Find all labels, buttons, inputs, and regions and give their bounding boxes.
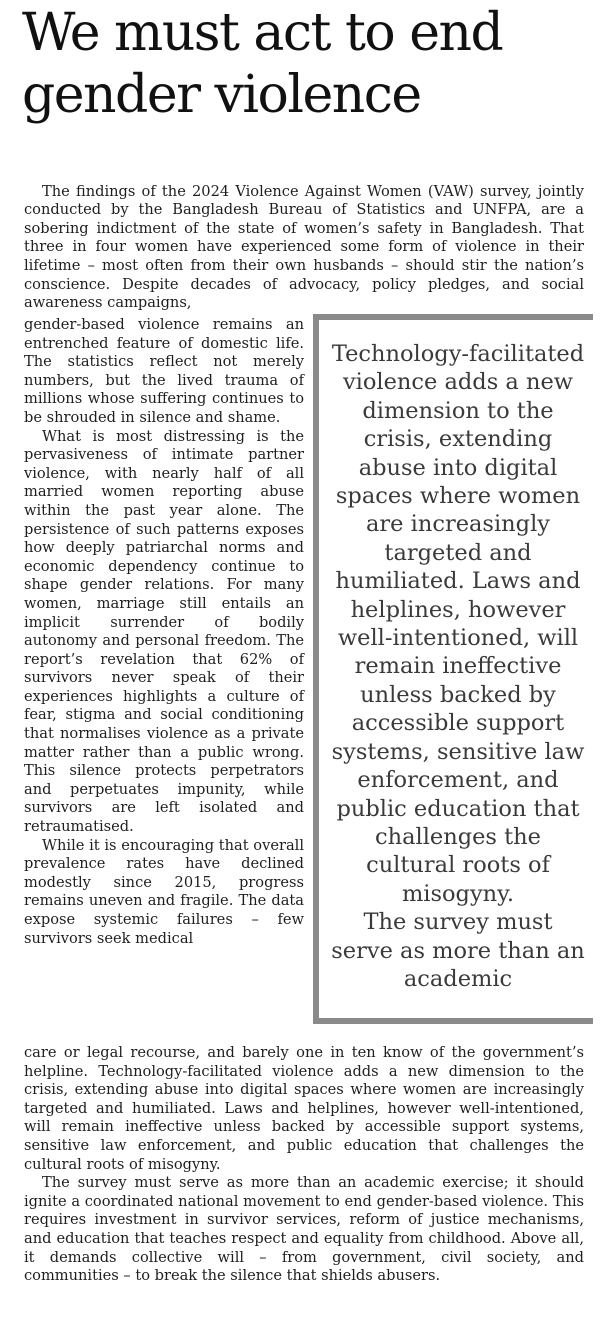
pull-quote-text: Technology-facilitated violence adds a new dimension to the crisis, extending abuse into digital spaces where women are increasingly targeted and humiliated. Laws and helplines, however well-intentioned, will remain ineffective unless backed by accessible support systems, sensitive law enforcement, and public education that challenges the cultural roots of misogyny. [331, 341, 585, 907]
column-paragraph-1: gender-based violence remains an entrenched feature of domestic life. The statistics reflect not merely numbers, but the lived trauma of millions whose suffering continues to be shrouded in silence and shame. [24, 316, 304, 426]
left-column [24, 316, 304, 948]
column-paragraph-3: While it is encouraging that overall prevalence rates have declined modestly since 2015, progress remains uneven and fragile. The data expose systemic failures – few survivors seek medical [24, 836, 304, 947]
bottom-paragraph-1: care or legal recourse, and barely one in ten know of the government’s helpline. Technology-facilitated violence adds a new dimension to the crisis, extending abuse into digital spaces where women are increasingly targeted and humiliated. Laws and helplines, however well-intentioned, will remain ineffective unless backed by accessible support systems, sensitive law enforcement, and public education that challenges the cultural roots of misogyny. [24, 1044, 584, 1173]
bottom-section [24, 1044, 584, 1286]
headline: We must act to end gender violence [22, 3, 503, 125]
pull-quote-continuation: The survey must serve as more than an academic [331, 909, 585, 992]
intro-paragraph: The findings of the 2024 Violence Against Women (VAW) survey, jointly conducted by the Bangladesh Bureau of Statistics and UNFPA, are a sobering indictment of the state of women’s safety in Bangladesh. That three in four women have experienced some form of violence in their lifetime – most often from their own husbands – should stir the nation’s conscience. Despite decades of advocacy, policy pledges, and social awareness campaigns, [24, 182, 584, 312]
column-paragraph-2: What is most distressing is the pervasiveness of intimate partner violence, with nearly half of all married women reporting abuse within the past year alone. The persistence of such patterns exposes how deeply patriarchal norms and economic dependency continue to shape gender relations. For many women, marriage still entails an implicit surrender of bodily autonomy and personal freedom. The report’s revelation that 62% of survivors never speak of their experiences highlights a culture of fear, stigma and social conditioning that normalises violence as a private matter rather than a public wrong. This silence protects perpetrators and perpetuates impunity, while survivors are left isolated and retraumatised. [24, 427, 304, 836]
pull-quote-box [313, 314, 593, 1024]
bottom-paragraph-2: The survey must serve as more than an academic exercise; it should ignite a coordinated national movement to end gender-based violence. This requires investment in survivor services, reform of justice mechanisms, and education that teaches respect and equality from childhood. Above all, it demands collective will – from government, civil society, and communities – to break the silence that shields abusers. [24, 1174, 584, 1285]
